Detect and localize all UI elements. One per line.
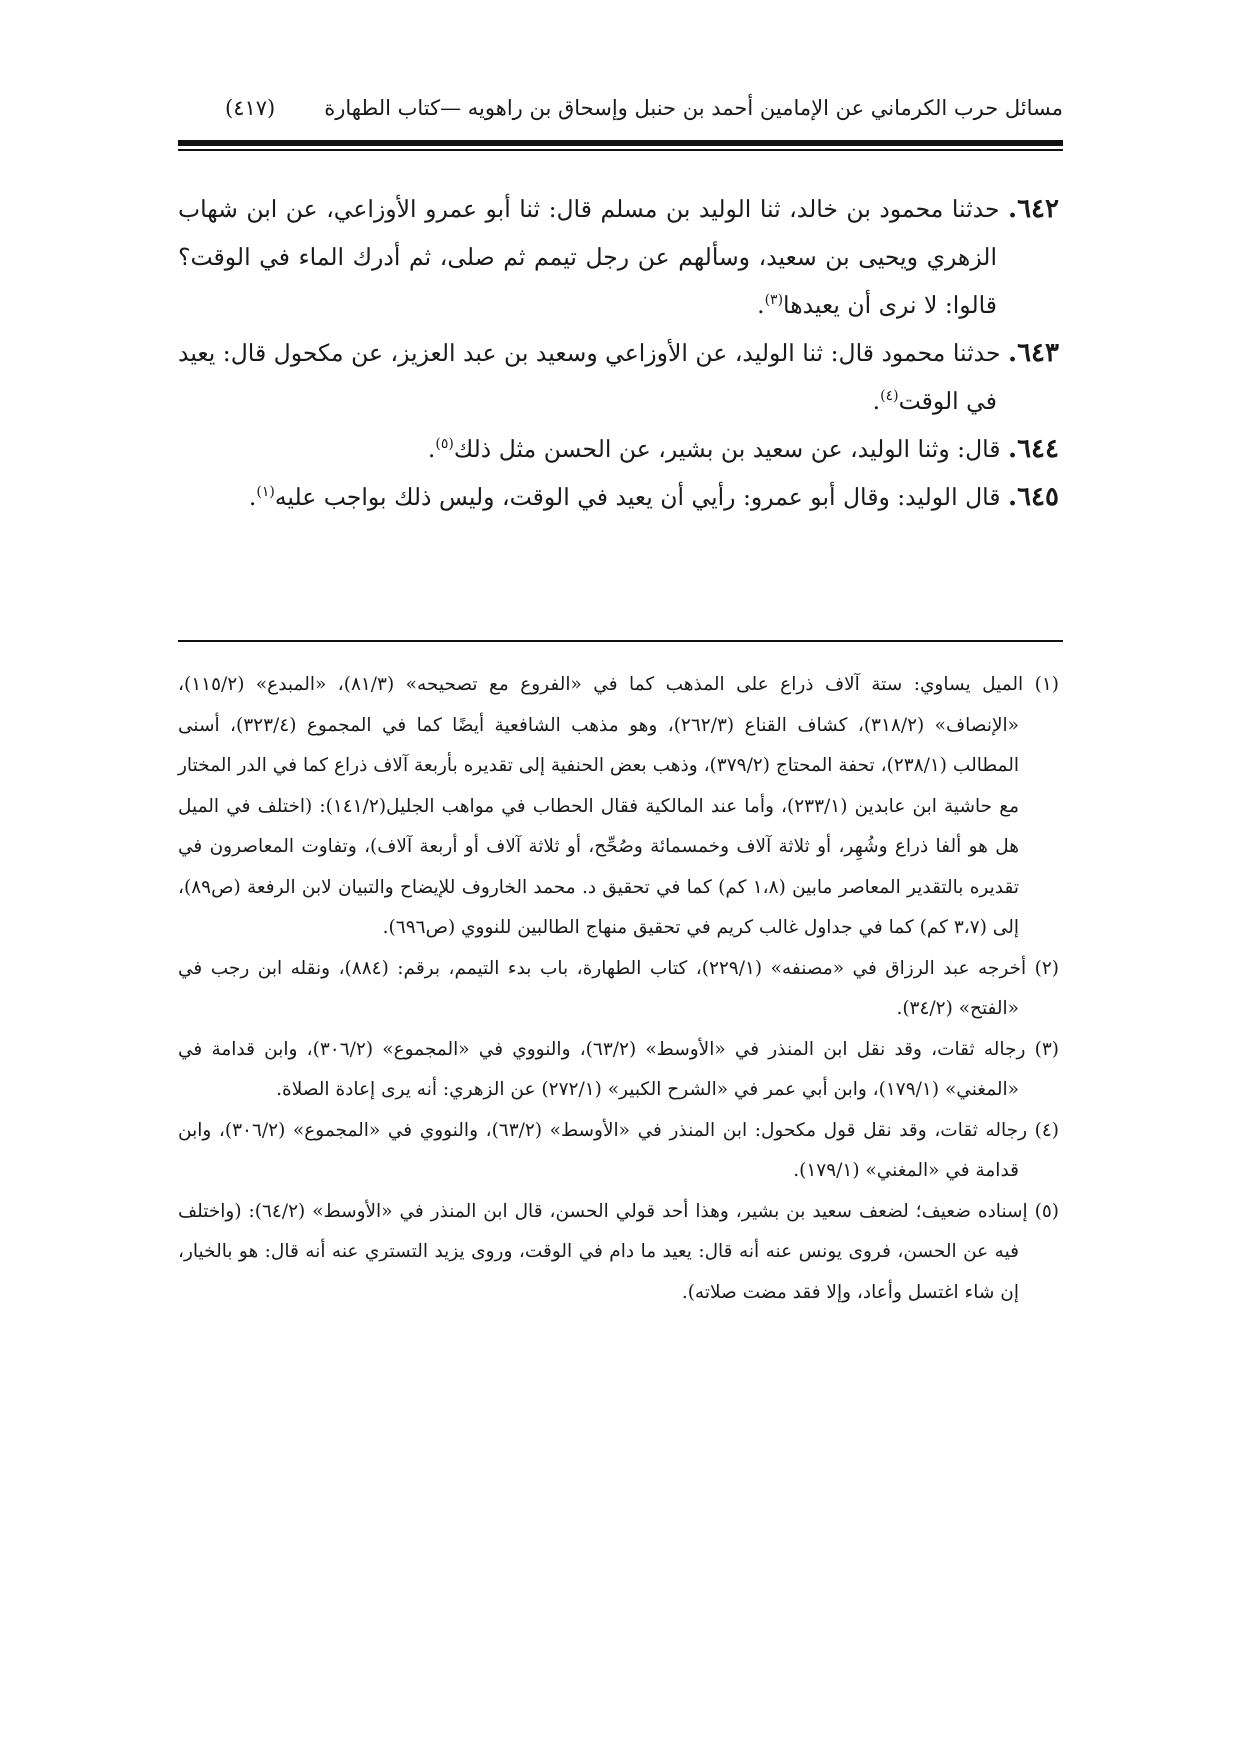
running-header [225, 88, 1063, 128]
footnote-number: (٣) [1034, 1038, 1060, 1060]
hadith-paragraph [178, 425, 1059, 473]
sentence-end: . [427, 435, 436, 463]
hadith-text: قال الوليد: وقال أبو عمرو: رأيي أن يعيد في الوقت، وليس ذلك بواجب عليه [274, 483, 1001, 511]
footnote-number: (٤) [1034, 1119, 1059, 1141]
footnote [178, 949, 1059, 1030]
header-rule-thin [178, 149, 1063, 151]
footnote [178, 1192, 1059, 1314]
footnote-text: إسناده ضعيف؛ لضعف سعيد بن بشير، وهذا أحد قولي الحسن، قال ابن المنذر في «الأوسط» (٦٤/٢): (واختلف فيه عن الحسن، فروى يونس عنه أنه قال: يعيد ما دام في الوقت، وروى يزيد التستري عنه أنه قال: هو بالخيار، إن شاء اغتسل وأعاد، وإلا فقد مضت صلاته). [178, 1200, 1028, 1303]
hadith-text: حدثنا محمود قال: ثنا الوليد، عن الأوزاعي وسعيد بن عبد العزيز، عن مكحول قال: يعيد في الوقت [178, 339, 1001, 415]
footnote-text: أخرجه عبد الرزاق في «مصنفه» (٢٢٩/١)، كتاب الطهارة، باب بدء التيمم، برقم: (٨٨٤)، ونقله ابن رجب في «الفتح» (٣٤/٢). [178, 957, 1027, 1019]
hadith-text: حدثنا محمود بن خالد، ثنا الوليد بن مسلم قال: ثنا أبو عمرو الأوزاعي، عن ابن شهاب الزهري ويحيى بن سعيد، وسألهم عن رجل تيمم ثم صلى، ثم أدرك الماء في الوقت؟ قالوا: لا نرى أن يعيدها [178, 195, 1000, 319]
footnote-number: (٥) [1034, 1200, 1059, 1222]
hadith-number: ٦٤٤. [1008, 434, 1059, 464]
hadith-number: ٦٤٣. [1008, 338, 1059, 368]
footnote [178, 1111, 1059, 1192]
hadith-paragraph [178, 185, 1059, 329]
hadith-number: ٦٤٢. [1008, 194, 1059, 224]
footnote [178, 1030, 1059, 1111]
footnote-number: (٢) [1034, 957, 1059, 979]
footnote-number: (١) [1034, 674, 1059, 695]
footnote-ref: (٥) [435, 436, 454, 453]
sentence-end: . [872, 387, 881, 415]
hadith-text: قال: وثنا الوليد، عن سعيد بن بشير، عن الحسن مثل ذلك [453, 435, 1001, 463]
footnote-ref: (٤) [880, 388, 899, 405]
footnote [178, 665, 1059, 949]
page-number: (٤١٧) [225, 96, 276, 120]
footnote-text: رجاله ثقات، وقد نقل ابن المنذر في «الأوسط» (٦٣/٢)، والنووي في «المجموع» (٣٠٦/٢)، وابن قدامة في «المغني» (١٧٩/١)، وابن أبي عمر في «الشرح الكبير» (٢٧٢/١) عن الزهري: أنه يرى إعادة الصلاة. [178, 1038, 1026, 1100]
header-title: مسائل حرب الكرماني عن الإمامين أحمد بن حنبل وإسحاق بن راهويه —كتاب الطهارة [324, 96, 1063, 120]
footnotes [178, 665, 1059, 1313]
header-rule-thick [178, 140, 1063, 146]
footnote-text: الميل يساوي: ستة آلاف ذراع على المذهب كما في «الفروع مع تصحيحه» (٨١/٣)، «المبدع» (١١٥/٢)، «الإنصاف» (٣١٨/٢)، كشاف القناع (٢٦٢/٣)، وهو مذهب الشافعية أيضًا كما في المجموع (٣٢٣/٤)، أسنى المطالب (٢٣٨/١)، تحفة المحتاج (٣٧٩/٢)، وذهب بعض الحنفية إلى تقديره بأربعة آلاف ذراع كما في الدر المختار مع حاشية ابن عابدين (٢٣٣/١)، وأما عند المالكية فقال الحطاب في مواهب الجليل(١٤١/٢): (اختلف في الميل هل هو ألفا ذراع وشُهِر، أو ثلاثة آلاف وخمسمائة وصُحِّح، أو ثلاثة آلاف أو أربعة آلاف)، وتفاوت المعاصرون في تقديره بالتقدير المعاصر مابين (١،٨ كم) كما في تحقيق د. محمد الخاروف للإيضاح والتبيان لابن الرفعة (ص٨٩)، إلى (٣،٧ كم) كما في جداول غالب كريم في تحقيق منهاج الطالبين للنووي (ص٦٩٦). [178, 674, 1024, 938]
hadith-paragraph [178, 473, 1059, 521]
footnote-ref: (٣) [764, 292, 784, 309]
hadith-paragraph [178, 329, 1059, 425]
sentence-end: . [248, 483, 257, 511]
hadith-number: ٦٤٥. [1008, 482, 1059, 512]
footnote-ref: (١) [256, 484, 275, 501]
footnote-separator [178, 640, 1063, 642]
footnote-text: رجاله ثقات، وقد نقل قول مكحول: ابن المنذر في «الأوسط» (٦٣/٢)، والنووي في «المجموع» (٣٠٦/٢)، وابن قدامة في «المغني» (١٧٩/١). [178, 1119, 1028, 1181]
sentence-end: . [757, 291, 765, 319]
main-text [178, 185, 1059, 521]
